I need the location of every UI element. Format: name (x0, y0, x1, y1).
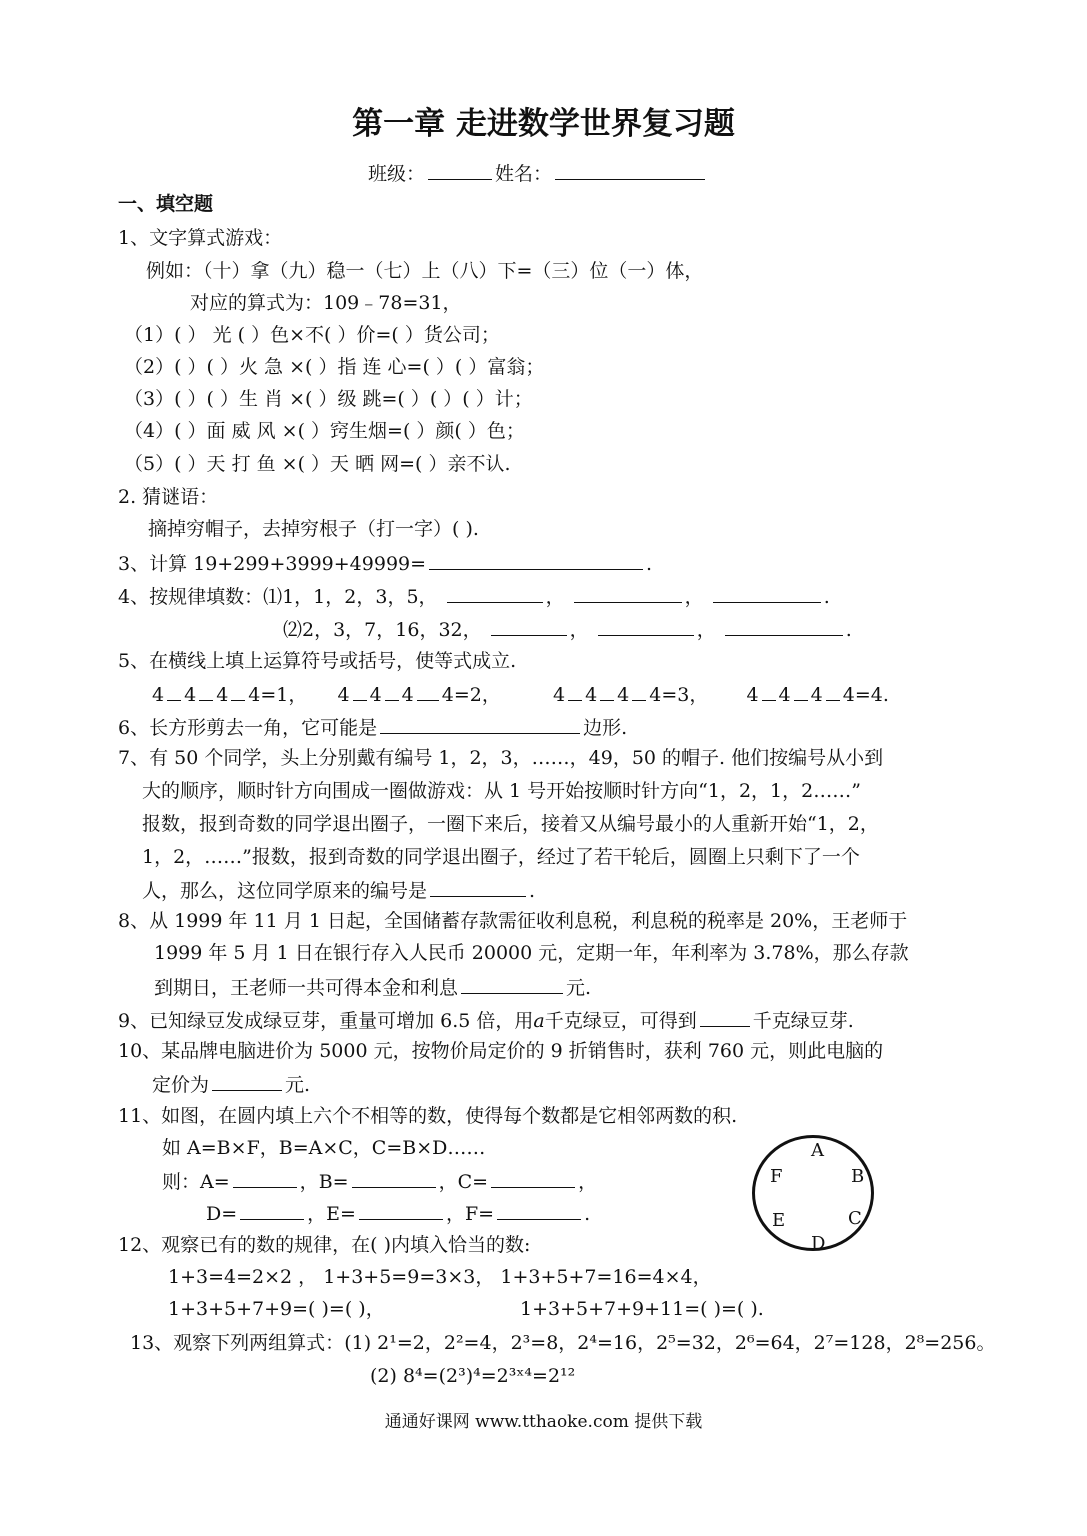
circle-label-e: E (772, 1210, 786, 1231)
q10-line-2 (152, 1070, 310, 1098)
q13-group-1: (1) 2¹=2，2²=4，2³=8，2⁴=16，2⁵=32，2⁶=64，2⁷=128，2⁸=256。 (344, 1332, 996, 1354)
q11-blank-c[interactable] (491, 1167, 575, 1188)
q1-item-2: （2）( ）( ）火 急 ×( ）指 连 心=( ）( ）富翁； (124, 356, 545, 378)
q5-four: 4 (552, 684, 566, 706)
circle-label-a: A (811, 1140, 824, 1161)
q11-stem: 11、如图，在圆内填上六个不相等的数，使得每个数都是它相邻两数的积. (118, 1105, 738, 1127)
q8-end: 元. (566, 977, 592, 999)
q8-answer-blank[interactable] (461, 973, 563, 994)
q4-end: . (823, 586, 830, 608)
name-label: 姓名： (495, 163, 553, 185)
q5-four: 4 (184, 684, 197, 706)
q5-eq3: =3， (661, 684, 709, 706)
q4-row2-blank-1[interactable] (491, 615, 567, 636)
circle-label-b: B (851, 1166, 865, 1187)
q5-blank[interactable] (568, 680, 582, 701)
q8-line-3 (154, 973, 591, 1001)
q5-eq2: =2， (453, 684, 501, 706)
q11-label-f: F= (464, 1203, 495, 1225)
q4-sep: ， (545, 586, 565, 608)
q5-four: 4 (649, 684, 662, 706)
q3-line (118, 549, 652, 577)
q5-four: 4 (441, 684, 454, 706)
section-heading: 一、填空题 (118, 193, 214, 215)
q11-comma: ， (438, 1171, 458, 1193)
q7-line-3: 报数，报到奇数的同学退出圈子，一圈下来后，接着又从编号最小的人重新开始“1，2， (142, 813, 879, 835)
q2-riddle: 摘掉穷帽子，去掉穷根子（打一字）( ). (148, 518, 479, 540)
q4-line-2 (283, 615, 852, 643)
q11-then: 则： (162, 1171, 201, 1193)
q8-last: 到期日，王老师一共可得本金和利息 (154, 977, 459, 999)
q12-stem: 12、观察已有的数的规律，在( )内填入恰当的数: (118, 1234, 531, 1256)
q11-row-2 (206, 1199, 590, 1227)
q7-line-5 (142, 876, 535, 904)
q1-example-formula: 对应的算式为：109﹣78=31， (190, 292, 462, 314)
q3-answer-blank[interactable] (429, 549, 643, 570)
q4-end: . (845, 619, 852, 641)
q5-eq1: =1， (260, 684, 308, 706)
q4-row2-blank-2[interactable] (598, 615, 694, 636)
q5-four: 4 (152, 684, 165, 706)
q4-row2-blank-3[interactable] (725, 615, 843, 636)
q4-sep: ， (696, 619, 716, 641)
q11-end: . (584, 1203, 591, 1225)
page-title: 第一章 走进数学世界复习题 (352, 106, 735, 142)
q8-line-2: 1999 年 5 月 1 日在银行存入人民币 20000 元，定期一年，年利率为 3.78%，那么存款 (154, 942, 909, 964)
q5-blank[interactable] (600, 680, 614, 701)
q11-label-d: D= (206, 1203, 238, 1225)
q4-row1-blank-3[interactable] (713, 582, 821, 603)
q5-blank[interactable] (231, 680, 245, 701)
q9-text1: 9、已知绿豆发成绿豆芽，重量可增加 6.5 倍，用 (118, 1010, 534, 1032)
q1-item-3: （3）( ）( ）生 肖 ×( ）级 跳=( ）( ）( ）计； (124, 388, 533, 410)
class-name-line (368, 159, 708, 187)
q5-blank[interactable] (794, 680, 808, 701)
q4-row1-blank-1[interactable] (447, 582, 543, 603)
q1-item-1: （1）( ） 光 ( ）色×不( ）价=( ）货公司； (124, 324, 500, 346)
q5-four: 4 (617, 684, 630, 706)
q12-line-1: 1+3=4=2×2 ， 1+3+5=9=3×3， 1+3+5+7=16=4×4， (168, 1266, 712, 1288)
q11-comma: ， (445, 1203, 465, 1225)
class-label: 班级： (368, 163, 426, 185)
q4-line-1 (118, 582, 830, 610)
q9-variable: a (533, 1010, 545, 1032)
q9-text2: 千克绿豆，可得到 (544, 1010, 697, 1032)
q6-answer-blank[interactable] (380, 713, 580, 734)
q1-item-5: （5）( ）天 打 鱼 ×( ）天 晒 网=( ）亲不认. (124, 453, 511, 475)
q11-blank-d[interactable] (240, 1199, 304, 1220)
q7-line-1: 7、有 50 个同学，头上分别戴有编号 1，2，3，……，49，50 的帽子. 他们按编号从小到 (118, 747, 884, 769)
q7-line-2: 大的顺序，顺时针方向围成一圈做游戏：从 1 号开始按顺时针方向“1，2，1，2……” (142, 780, 861, 802)
q6-text: 6、长方形剪去一角，它可能是 (118, 717, 378, 739)
q12-line-2a: 1+3+5+7+9=( )=( )， (168, 1298, 385, 1320)
q13-line-1 (130, 1330, 995, 1356)
q5-blank[interactable] (762, 680, 776, 701)
q5-blank[interactable] (417, 680, 439, 701)
q4-stem: 4、按规律填数： (118, 586, 264, 608)
q13-stem: 13、观察下列两组算式： (130, 1332, 345, 1354)
q9-end: 千克绿豆芽. (752, 1010, 854, 1032)
q5-four: 4 (401, 684, 414, 706)
q7-answer-blank[interactable] (430, 876, 526, 897)
q5-blank[interactable] (826, 680, 840, 701)
q5-stem: 5、在横线上填上运算符号或括号，使等式成立. (118, 650, 517, 672)
q11-label-b: B= (318, 1171, 349, 1193)
q5-four: 4 (585, 684, 598, 706)
q12-line-2b: 1+3+5+7+9+11=( )=( ). (520, 1298, 764, 1320)
q11-row-1 (162, 1167, 597, 1195)
q4-row1: ⑴1，1，2，3，5， (263, 586, 438, 608)
page-footer: 通通好课网 www.tthaoke.com 提供下载 (384, 1412, 703, 1432)
q10-line-1: 10、某品牌电脑进价为 5000 元，按物价局定价的 9 折销售时，获利 760 元，则此电脑的 (118, 1040, 884, 1062)
q9-line (118, 1006, 854, 1034)
q3-end: . (646, 553, 653, 575)
q5-eq4: =4. (854, 684, 889, 706)
q5-four: 4 (746, 684, 759, 706)
q1-item-4: （4）( ）面 威 风 ×( ）窍生烟=( ）颜( ）色； (124, 420, 525, 442)
q5-four: 4 (842, 684, 855, 706)
q11-comma: ， (307, 1203, 327, 1225)
q5-blank[interactable] (632, 680, 646, 701)
q7-last: 人，那么，这位同学原来的编号是 (142, 880, 428, 902)
q5-four: 4 (369, 684, 382, 706)
circle-label-c: C (848, 1208, 862, 1229)
q11-comma: ， (299, 1171, 319, 1193)
q4-row2: ⑵2，3，7，16，32， (283, 619, 482, 641)
q5-blank[interactable] (385, 680, 399, 701)
q5-four: 4 (248, 684, 261, 706)
q5-four: 4 (810, 684, 823, 706)
q11-label-c: C= (457, 1171, 489, 1193)
q2-stem: 2. 猜谜语： (118, 486, 219, 508)
circle-label-f: F (770, 1166, 783, 1187)
q11-label-e: E= (326, 1203, 356, 1225)
q4-sep: ， (569, 619, 589, 641)
q5-equations (152, 680, 889, 708)
q11-label-a: A= (200, 1171, 230, 1193)
q3-text: 3、计算 19+299+3999+49999= (118, 553, 427, 575)
q9-answer-blank[interactable] (700, 1006, 750, 1027)
q7-end: . (529, 880, 536, 902)
q13-group-2: (2) 8⁴=(2³)⁴=2³ˣ⁴=2¹² (370, 1365, 576, 1387)
q6-line (118, 713, 627, 741)
q10-end: 元. (285, 1074, 311, 1096)
q5-four: 4 (216, 684, 229, 706)
q6-end: 边形. (583, 717, 628, 739)
q11-comma: ， (578, 1171, 598, 1193)
q5-four: 4 (337, 684, 350, 706)
q8-line-1: 8、从 1999 年 11 月 1 日起，全国储蓄存款需征收利息税，利息税的税率是 20%，王老师于 (118, 910, 908, 932)
q7-line-4: 1，2，……”报数，报到奇数的同学退出圈子，经过了若干轮后，圆圈上只剩下了一个 (142, 846, 860, 868)
class-blank[interactable] (428, 159, 492, 180)
q5-blank[interactable] (167, 680, 181, 701)
q11-example: 如 A=B×F，B=A×C，C=B×D…… (162, 1137, 486, 1159)
q11-blank-b[interactable] (352, 1167, 436, 1188)
q5-four: 4 (778, 684, 791, 706)
q11-blank-f[interactable] (497, 1199, 581, 1220)
q4-sep: ， (684, 586, 704, 608)
q5-blank[interactable] (199, 680, 213, 701)
q10-last: 定价为 (152, 1074, 210, 1096)
q1-stem: 1、文字算式游戏： (118, 227, 283, 249)
q5-blank[interactable] (353, 680, 367, 701)
q10-answer-blank[interactable] (212, 1070, 282, 1091)
circle-label-d: D (811, 1233, 826, 1254)
q1-example: 例如：（十）拿（九）稳一（七）上（八）下=（三）位（一）体， (146, 260, 704, 282)
q4-row1-blank-2[interactable] (574, 582, 682, 603)
q11-blank-e[interactable] (359, 1199, 443, 1220)
name-blank[interactable] (555, 159, 705, 180)
q11-blank-a[interactable] (233, 1167, 297, 1188)
